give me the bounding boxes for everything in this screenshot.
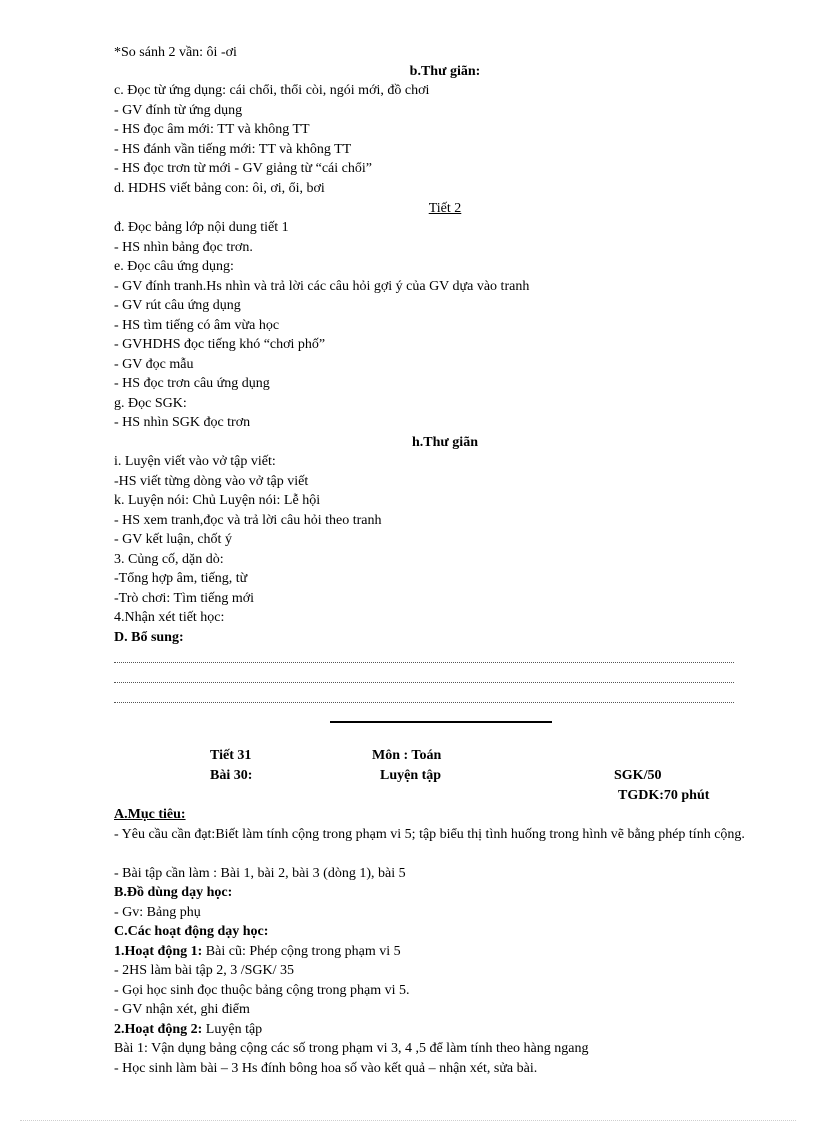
b-title: B.Đồ dùng dạy học: bbox=[114, 885, 233, 900]
relax-heading-b: b.Thư giãn: bbox=[409, 64, 481, 79]
line-4: 4.Nhận xét tiết học: bbox=[114, 610, 225, 625]
line-dd: đ. Đọc bảng lớp nội dung tiết 1 bbox=[114, 220, 289, 235]
lesson-sgk: SGK/50 bbox=[614, 768, 662, 783]
line-hs-danh: - HS đánh vần tiếng mới: TT và không TT bbox=[114, 142, 352, 157]
lesson-mon: Môn : Toán bbox=[372, 748, 442, 763]
line-gvhdhs: - GVHDHS đọc tiếng khó “chơi phố” bbox=[114, 337, 326, 352]
line-tro: -Trò chơi: Tìm tiếng mới bbox=[114, 591, 255, 606]
line-hs-xem: - HS xem tranh,đọc và trả lời câu hỏi theo tranh bbox=[114, 513, 382, 528]
line-hs-tim: - HS tìm tiếng có âm vừa học bbox=[114, 318, 280, 333]
line-hs-viet: -HS viết từng dòng vào vở tập viết bbox=[114, 474, 309, 489]
line-k: k. Luyện nói: Chủ Luyện nói: Lễ hội bbox=[114, 493, 321, 508]
line-gv-tranh: - GV đính tranh.Hs nhìn và trả lời các câu hỏi gợi ý của GV dựa vào tranh bbox=[114, 279, 530, 294]
line-gv-mau: - GV đọc mẫu bbox=[114, 357, 194, 372]
line-g: g. Đọc SGK: bbox=[114, 396, 187, 411]
dotted-line bbox=[114, 662, 734, 663]
activity-2-text: Luyện tập bbox=[202, 1022, 263, 1037]
activity-2 bbox=[114, 1021, 262, 1039]
line-hs-sgk: - HS nhìn SGK đọc trơn bbox=[114, 415, 251, 430]
line-c: c. Đọc từ ứng dụng: cái chổi, thổi còi, ngói mới, đồ chơi bbox=[114, 83, 430, 98]
line-e: e. Đọc câu ứng dụng: bbox=[114, 259, 234, 274]
line-hs-tron: - HS đọc trơn từ mới - GV giảng từ “cái chổi” bbox=[114, 161, 372, 176]
a-requirement: - Yêu cầu cần đạt:Biết làm tính cộng trong phạm vi 5; tập biểu thị tình huống trong hình vẽ bằng phép tính cộng. bbox=[114, 827, 745, 842]
line-tong: -Tổng hợp âm, tiếng, từ bbox=[114, 571, 248, 586]
a-exercises: - Bài tập cần làm : Bài 1, bài 2, bài 3 (dòng 1), bài 5 bbox=[114, 866, 406, 881]
page-bottom-border bbox=[20, 1120, 796, 1121]
section-divider bbox=[330, 721, 552, 723]
activity-1-b: - Gọi học sinh đọc thuộc bảng cộng trong phạm vi 5. bbox=[114, 983, 410, 998]
b-gv: - Gv: Bảng phụ bbox=[114, 905, 201, 920]
lesson-title: Luyện tập bbox=[380, 768, 442, 783]
line-gv-rut: - GV rút câu ứng dụng bbox=[114, 298, 241, 313]
line-hs-am: - HS đọc âm mới: TT và không TT bbox=[114, 122, 310, 137]
activity-1 bbox=[114, 943, 401, 961]
lesson-tiet: Tiết 31 bbox=[210, 748, 252, 763]
line-hs-nhin: - HS nhìn bảng đọc trơn. bbox=[114, 240, 253, 255]
line-gv-dinh: - GV đính từ ứng dụng bbox=[114, 103, 243, 118]
tiet2-heading: Tiết 2 bbox=[428, 201, 462, 216]
relax-heading-h: h.Thư giãn bbox=[412, 435, 478, 450]
lesson-tgdk: TGDK:70 phút bbox=[618, 788, 710, 803]
line-hs-cau: - HS đọc trơn câu ứng dụng bbox=[114, 376, 270, 391]
line-d: d. HDHS viết bảng con: ôi, ơi, ổi, bơi bbox=[114, 181, 325, 196]
activity-1-c: - GV nhận xét, ghi điểm bbox=[114, 1002, 250, 1017]
dotted-line bbox=[114, 702, 734, 703]
exercise-1-hs: - Học sinh làm bài – 3 Hs đính bông hoa số vào kết quả – nhận xét, sửa bài. bbox=[114, 1061, 538, 1076]
activity-1-label: 1.Hoạt động 1: bbox=[114, 944, 203, 959]
lesson-bai: Bài 30: bbox=[210, 768, 253, 783]
activity-2-label: 2.Hoạt động 2: bbox=[114, 1022, 203, 1037]
c-title: C.Các hoạt động dạy học: bbox=[114, 924, 269, 939]
activity-1-a: - 2HS làm bài tập 2, 3 /SGK/ 35 bbox=[114, 963, 295, 978]
dotted-line bbox=[114, 682, 734, 683]
compare-line: *So sánh 2 vần: ôi -ơi bbox=[114, 45, 237, 60]
bo-sung-heading: D. Bổ sung: bbox=[114, 630, 184, 645]
activity-1-text: Bài cũ: Phép cộng trong phạm vi 5 bbox=[202, 944, 401, 959]
line-gv-ket: - GV kết luận, chốt ý bbox=[114, 532, 232, 547]
a-title: A.Mục tiêu: bbox=[114, 807, 186, 822]
line-i: i. Luyện viết vào vở tập viết: bbox=[114, 454, 276, 469]
line-3: 3. Củng cố, dặn dò: bbox=[114, 552, 224, 567]
exercise-1: Bài 1: Vận dụng bảng cộng các số trong phạm vi 3, 4 ,5 để làm tính theo hàng ngang bbox=[114, 1041, 589, 1056]
